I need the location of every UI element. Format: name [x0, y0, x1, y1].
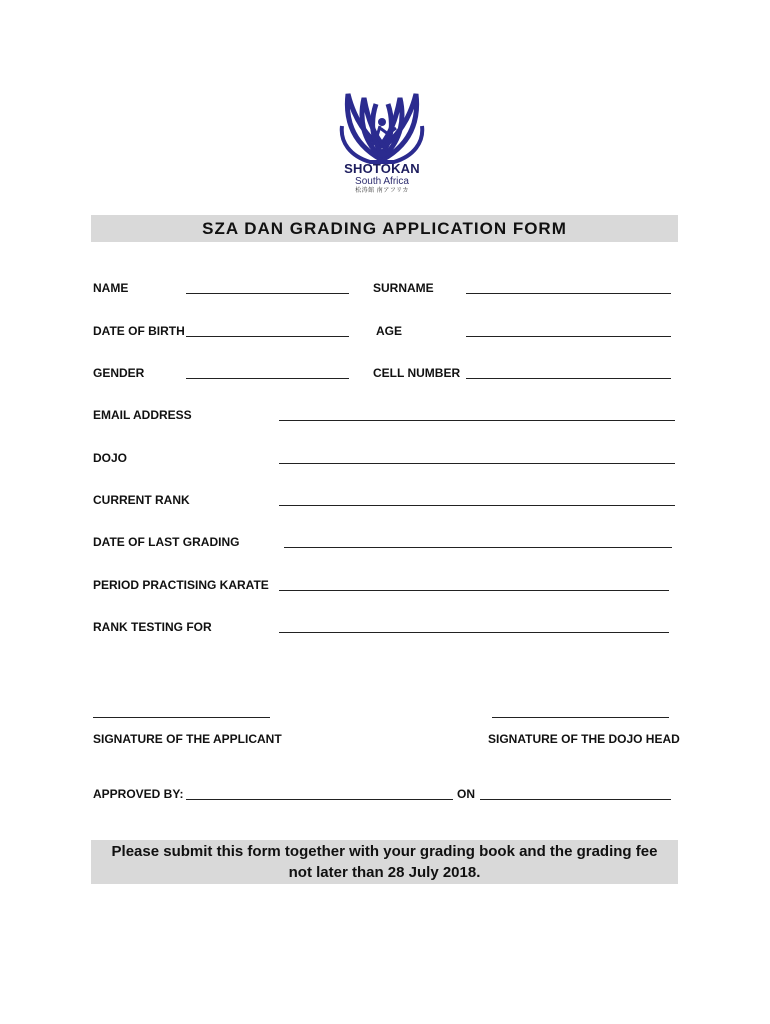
period-field[interactable]	[279, 590, 669, 591]
last-grading-label: DATE OF LAST GRADING	[93, 535, 240, 549]
notice-line-1: Please submit this form together with your grading book and the grading fee	[111, 843, 658, 860]
notice-line-2: not later than 28 July 2018.	[288, 864, 481, 881]
name-label: NAME	[93, 281, 129, 295]
dob-field[interactable]	[186, 336, 349, 337]
last-grading-field[interactable]	[284, 547, 672, 548]
current-rank-label: CURRENT RANK	[93, 493, 190, 507]
logo-jp: 松涛館 南アフリカ	[355, 188, 409, 194]
cell-number-label: CELL NUMBER	[373, 366, 461, 380]
email-label: EMAIL ADDRESS	[93, 408, 192, 422]
dojo-field[interactable]	[279, 463, 675, 464]
period-label: PERIOD PRACTISING KARATE	[93, 578, 269, 592]
age-field[interactable]	[466, 336, 671, 337]
form-title: SZA DAN GRADING APPLICATION FORM	[202, 218, 567, 238]
name-field[interactable]	[186, 293, 349, 294]
applicant-signature-label: SIGNATURE OF THE APPLICANT	[93, 732, 282, 746]
email-field[interactable]	[279, 420, 675, 421]
approved-on-label: ON	[457, 787, 475, 801]
dojo-label: DOJO	[93, 451, 128, 465]
dojo-head-signature-line[interactable]	[492, 717, 669, 718]
dob-label: DATE OF BIRTH	[93, 324, 185, 338]
surname-label: SURNAME	[373, 281, 434, 295]
logo-sub: South Africa	[355, 176, 409, 187]
form-title-bar	[91, 215, 678, 242]
cell-number-field[interactable]	[466, 378, 671, 379]
approved-by-field[interactable]	[186, 799, 453, 800]
current-rank-field[interactable]	[279, 505, 675, 506]
rank-testing-label: RANK TESTING FOR	[93, 620, 212, 634]
approved-by-label: APPROVED BY:	[93, 787, 184, 801]
submission-notice	[91, 840, 678, 884]
applicant-signature-line[interactable]	[93, 717, 270, 718]
approved-on-field[interactable]	[480, 799, 671, 800]
logo-brand: SHOTOKAN	[344, 161, 420, 176]
age-label: AGE	[376, 324, 403, 338]
dojo-head-signature-label: SIGNATURE OF THE DOJO HEAD	[488, 732, 680, 746]
surname-field[interactable]	[466, 293, 671, 294]
gender-field[interactable]	[186, 378, 349, 379]
gender-label: GENDER	[93, 366, 145, 380]
rank-testing-field[interactable]	[279, 632, 669, 633]
logo-text	[330, 162, 434, 196]
